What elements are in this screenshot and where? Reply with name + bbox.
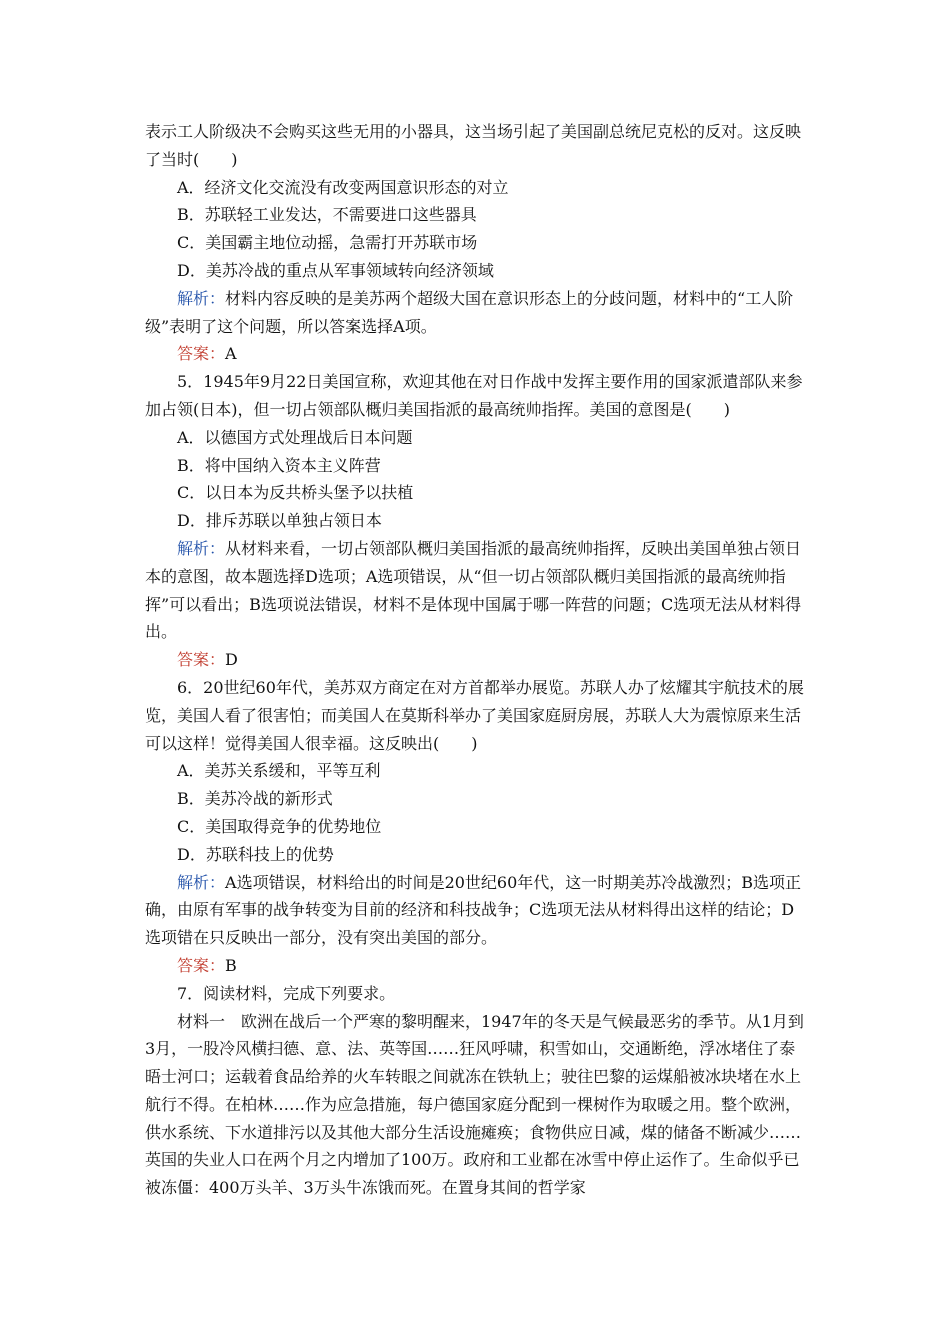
question-5-answer <box>145 646 810 674</box>
question-5-explanation <box>145 535 810 646</box>
question-7-stem: 7．阅读材料，完成下列要求。 <box>177 983 396 1003</box>
question-4-option-b: B．苏联轻工业发达，不需要进口这些器具 <box>177 205 477 225</box>
question-7-material-1: 材料一 欧洲在战后一个严寒的黎明醒来，1947年的冬天是气候最恶劣的季节。从1月到3月，一股冷风横扫德、意、法、英等国……狂风呼啸，积雪如山，交通断绝，浮冰堵住了泰晤士河口；运载着食品给养的火车转眼之间就冻在铁轨上；驶往巴黎的运煤船被冰块堵在水上航行不得。在柏林……作为应急措施，每户德国家庭分配到一棵树作为取暖之用。整个欧洲，供水系统、下水道排污以及其他大部分生活设施瘫痪；食物供应日减，煤的储备不断减少……英国的失业人口在两个月之内增加了100万。政府和工业都在冰雪中停止运作了。生命似乎已被冻僵：400万头羊、3万头牛冻饿而死。在置身其间的哲学家 <box>145 1011 804 1198</box>
question-5-stem: 5．1945年9月22日美国宣称，欢迎其他在对日作战中发挥主要作用的国家派遣部队来参加占领(日本)，但一切占领部队概归美国指派的最高统帅指挥。美国的意图是( ) <box>145 372 803 419</box>
answer-label: 答案： <box>177 650 226 670</box>
question-6-option-b: B．美苏冷战的新形式 <box>177 789 333 809</box>
question-6-explanation <box>145 869 810 952</box>
explanation-text: A选项错误，材料给出的时间是20世纪60年代，这一时期美苏冷战激烈；B选项正确，由原有军事的战争转变为目前的经济和科技战争；C选项无法从材料得出这样的结论；D选项错在只反映出一部分，没有突出美国的部分。 <box>145 872 802 948</box>
question-4-option-d: D．美苏冷战的重点从军事领域转向经济领域 <box>177 260 494 280</box>
question-4-stem: 表示工人阶级决不会购买这些无用的小器具，这当场引起了美国副总统尼克松的反对。这反映了当时( ) <box>145 122 802 169</box>
question-4-answer <box>145 340 810 368</box>
answer-label: 答案： <box>177 955 226 975</box>
question-6-stem: 6．20世纪60年代，美苏双方商定在对方首都举办展览。苏联人办了炫耀其宇航技术的展览，美国人看了很害怕；而美国人在莫斯科举办了美国家庭厨房展，苏联人大为震惊原来生活可以这样！觉得美国人很幸福。这反映出( ) <box>145 677 804 753</box>
question-6-option-c: C．美国取得竞争的优势地位 <box>177 816 382 836</box>
answer-value: A <box>225 344 237 364</box>
answer-value: D <box>225 650 238 670</box>
explanation-text: 从材料来看，一切占领部队概归美国指派的最高统帅指挥，反映出美国单独占领日本的意图，故本题选择D选项；A选项错误，从“但一切占领部队概归美国指派的最高统帅指挥”可以看出；B选项说法错误，材料不是体现中国属于哪一阵营的问题；C选项无法从材料得出。 <box>145 538 802 642</box>
question-4-option-c: C．美国霸主地位动摇，急需打开苏联市场 <box>177 233 478 253</box>
question-5-option-c: C．以日本为反共桥头堡予以扶植 <box>177 483 414 503</box>
document-body <box>145 118 810 1202</box>
question-4-explanation <box>145 285 810 341</box>
answer-label: 答案： <box>177 344 226 364</box>
answer-value: B <box>225 955 237 975</box>
explanation-label: 解析： <box>177 872 226 892</box>
question-5-option-d: D．排斥苏联以单独占领日本 <box>177 511 382 531</box>
question-4-option-a: A．经济文化交流没有改变两国意识形态的对立 <box>177 177 509 197</box>
question-6-answer <box>145 952 810 980</box>
question-5-option-a: A．以德国方式处理战后日本问题 <box>177 427 413 447</box>
explanation-label: 解析： <box>177 538 226 558</box>
question-6-option-d: D．苏联科技上的优势 <box>177 844 334 864</box>
explanation-label: 解析： <box>177 288 226 308</box>
question-6-option-a: A．美苏关系缓和，平等互利 <box>177 761 381 781</box>
question-5-option-b: B．将中国纳入资本主义阵营 <box>177 455 381 475</box>
explanation-text: 材料内容反映的是美苏两个超级大国在意识形态上的分歧问题，材料中的“工人阶级”表明了这个问题，所以答案选择A项。 <box>145 288 794 336</box>
